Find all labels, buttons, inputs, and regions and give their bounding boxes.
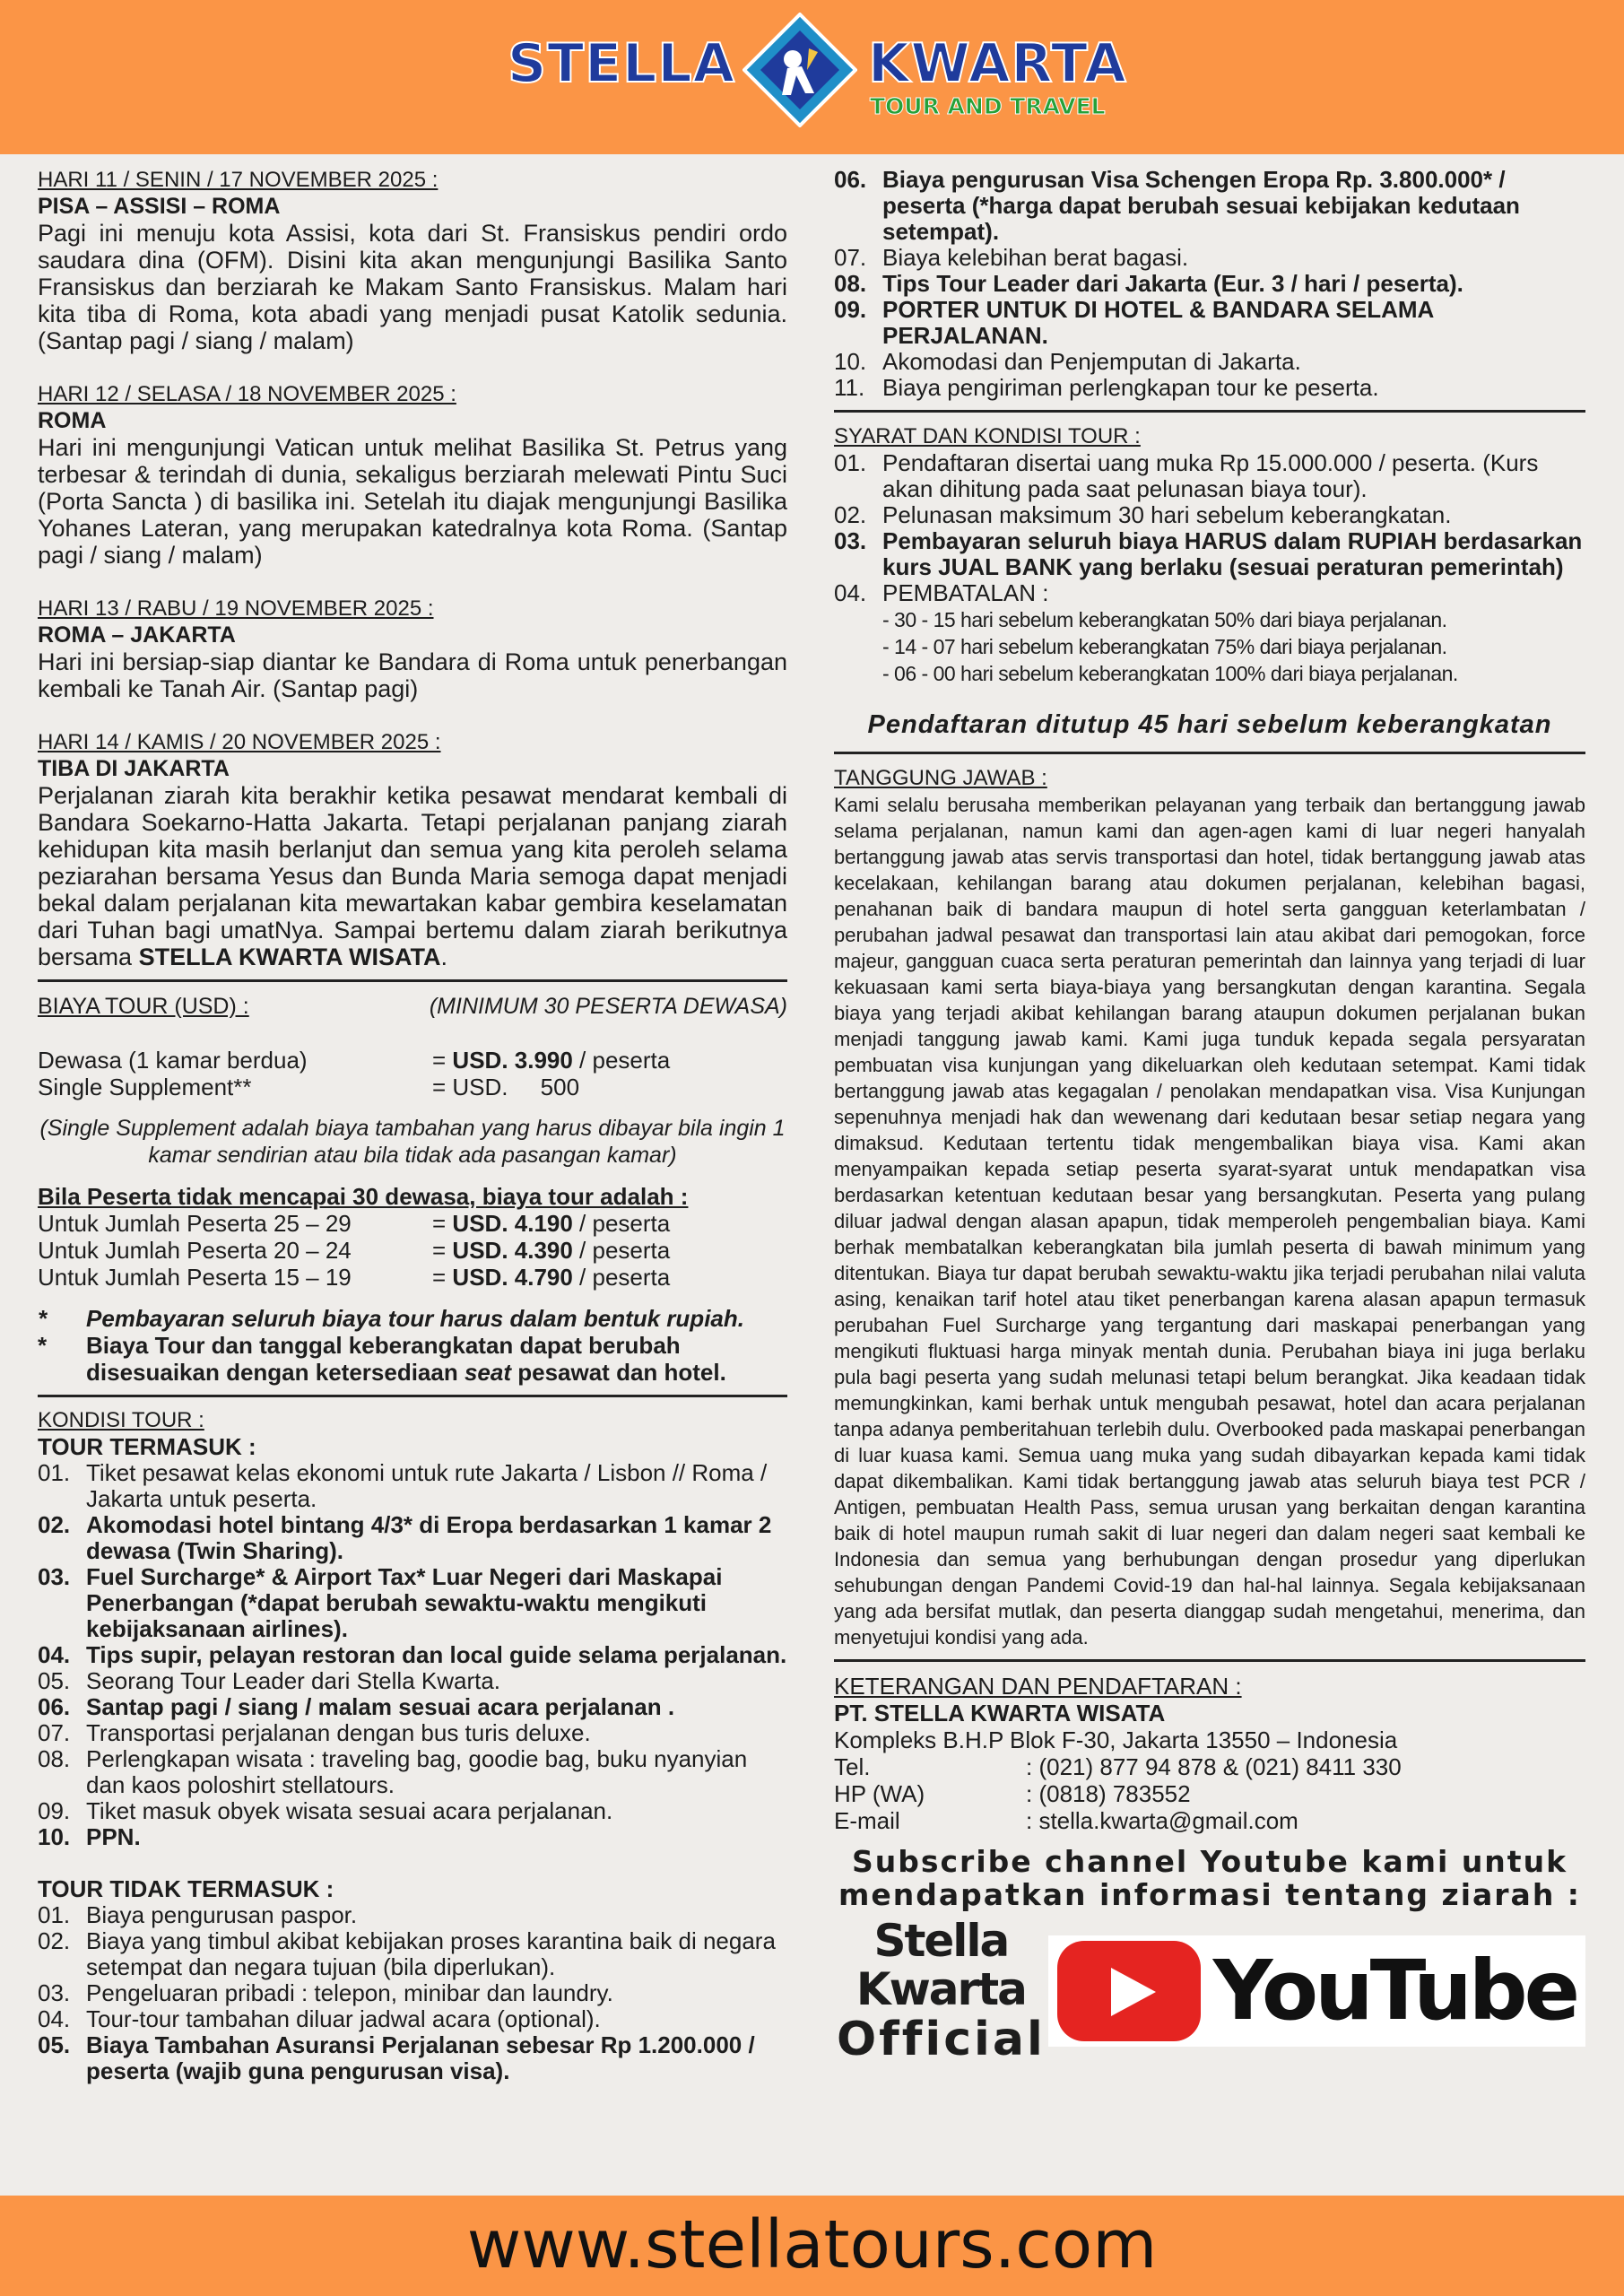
- company-name: PT. STELLA KWARTA WISATA: [834, 1700, 1166, 1726]
- list-text: Tiket pesawat kelas ekonomi untuk rute Jakarta / Lisbon // Roma / Jakarta untuk peserta.: [86, 1459, 768, 1512]
- list-item: [38, 1720, 787, 1746]
- day-heading: HARI 12 / SELASA / 18 NOVEMBER 2025 :: [38, 382, 456, 406]
- list-item: [834, 245, 1585, 271]
- list-item: [38, 1746, 787, 1798]
- payment-note: * Pembayaran seluruh biaya tour harus dalam bentuk rupiah.: [38, 1305, 744, 1332]
- small-group-heading: Bila Peserta tidak mencapai 30 dewasa, biaya tour adalah :: [38, 1183, 689, 1210]
- list-text: Pendaftaran disertai uang muka Rp 15.000.000 / peserta. (Kurs akan dihitung pada saat pelunasan biaya tour).: [882, 449, 1539, 502]
- list-text: Pembayaran seluruh biaya HARUS dalam RUPIAH berdasarkan kurs JUAL BANK yang berlaku (sesuai peraturan pemerintah): [882, 527, 1583, 580]
- list-text: Perlengkapan wisata : traveling bag, goodie bag, buku nyanyian dan kaos poloshirt stellatours.: [86, 1745, 748, 1798]
- list-number: 07.: [38, 1719, 71, 1746]
- responsibility-heading: TANGGUNG JAWAB :: [834, 766, 1047, 790]
- day-title: TIBA DI JAKARTA: [38, 756, 230, 781]
- list-number: 10.: [834, 348, 867, 375]
- subscribe-prompt: Subscribe channel Youtube kami untuk mendapatkan informasi tentang ziarah :: [838, 1844, 1582, 1912]
- youtube-wordmark: YouTube: [1212, 1943, 1576, 2039]
- list-text: Transportasi perjalanan dengan bus turis deluxe.: [86, 1719, 591, 1746]
- cancellation-list: [834, 606, 1585, 687]
- list-number: 01.: [834, 449, 867, 476]
- list-text: Akomodasi dan Penjemputan di Jakarta.: [882, 348, 1301, 375]
- list-item: [38, 1460, 787, 1512]
- list-text: Santap pagi / siang / malam sesuai acara perjalanan .: [86, 1693, 675, 1720]
- excluded-list-continued: [834, 167, 1585, 401]
- list-number: 04.: [834, 579, 867, 606]
- day-heading: HARI 14 / KAMIS / 20 NOVEMBER 2025 :: [38, 730, 441, 754]
- list-item: [834, 450, 1585, 502]
- schedule-note: * Biaya Tour dan tanggal keberangkatan dapat berubah disesuaikan dengan ketersediaan seat pesawat dan hotel.: [38, 1332, 726, 1386]
- day-text: Perjalanan ziarah kita berakhir ketika pesawat mendarat kembali di Bandara Soekarno-Hatta Jakarta. Tetapi perjalanan panjang ziarah kehidupan kita masih berlanjut dan semua yang kita peroleh selama peziarahan bersama Yesus dan Bunda Maria semoga dapat menjadi bekal dalam perjalanan kita mewartakan kabar gembira keselamatan dari Tuhan bagi umatNya. Sampai bertemu dalam ziarah berikutnya bersama STELLA KWARTA WISATA.: [38, 782, 787, 970]
- cancellation-item: - 14 - 07 hari sebelum keberangkatan 75% dari biaya perjalanan.: [882, 635, 1447, 658]
- excluded-title: TOUR TIDAK TERMASUK :: [38, 1875, 334, 1902]
- website-link[interactable]: www.stellatours.com: [466, 2206, 1158, 2283]
- conditions-section: [38, 1408, 787, 2084]
- single-supplement-note: (Single Supplement adalah biaya tambahan yang harus dibayar bila ingin 1 kamar sendirian atau bila tidak ada pasangan kamar): [39, 1116, 786, 1168]
- list-number: 03.: [38, 1979, 71, 2006]
- cancellation-item: - 06 - 00 hari sebelum keberangkatan 100% dari biaya perjalanan.: [882, 662, 1458, 685]
- footer-banner: [0, 2196, 1624, 2296]
- day-text: Pagi ini menuju kota Assisi, kota dari St. Fransiskus pendiri ordo saudara dina (OFM). Disini kita akan mengunjungi Basilika Santo Fransiskus dan berziarah ke Makam Santo Fransiskus. Malam hari kita tiba di Roma, kota abadi yang menjadi pusat Katolik sedunia. (Santap pagi / siang / malam): [38, 220, 787, 354]
- company-emblem-icon: [743, 13, 857, 127]
- list-item: [834, 167, 1585, 245]
- registration-closing-note: Pendaftaran ditutup 45 hari sebelum keberangkatan: [867, 710, 1552, 739]
- price-row-adult: Dewasa (1 kamar berdua) = USD. 3.990 / peserta: [38, 1047, 671, 1074]
- terms-heading: SYARAT DAN KONDISI TOUR :: [834, 424, 1141, 448]
- list-number: 04.: [38, 1641, 71, 1668]
- list-text: Tips Tour Leader dari Jakarta (Eur. 3 / hari / peserta).: [882, 270, 1463, 297]
- logo-tagline: TOUR AND TRAVEL: [870, 93, 1106, 119]
- header-banner: [0, 0, 1624, 154]
- terms-section: [834, 423, 1585, 687]
- day-text: Hari ini bersiap-siap diantar ke Bandara di Roma untuk penerbangan kembali ke Tanah Air. (Santap pagi): [38, 648, 787, 702]
- list-item: [38, 1980, 787, 2006]
- list-number: 10.: [38, 1823, 71, 1850]
- list-number: 02.: [834, 501, 867, 528]
- list-item: [38, 1512, 787, 1564]
- list-item: [38, 2032, 787, 2084]
- day-text: Hari ini mengunjungi Vatican untuk melihat Basilika St. Petrus yang terbesar & terindah di dunia, sekaligus berziarah melewati Pintu Suci (Porta Sancta ) di basilika ini. Setelah itu diajak mengunjungi Basilika Yohanes Lateran, yang merupakan katedralnya kota Roma. (Santap pagi / siang / malam): [38, 434, 787, 569]
- divider: [38, 1395, 787, 1397]
- list-number: 02.: [38, 1927, 71, 1954]
- list-text: Biaya yang timbul akibat kebijakan proses karantina baik di negara setempat dan negara tujuan (bila diperlukan).: [86, 1927, 776, 1980]
- list-item: [38, 1902, 787, 1928]
- responsibility-section: [834, 765, 1585, 1650]
- list-number: 09.: [38, 1797, 71, 1824]
- list-item: [834, 271, 1585, 297]
- day-title: ROMA – JAKARTA: [38, 622, 236, 648]
- divider: [834, 410, 1585, 413]
- list-number: 07.: [834, 244, 867, 271]
- price-heading: BIAYA TOUR (USD) :: [38, 994, 249, 1019]
- hp-row: HP (WA) : (0818) 783552: [834, 1780, 1191, 1807]
- list-number: 03.: [38, 1563, 71, 1590]
- itinerary-day-12: [38, 381, 787, 569]
- price-value: USD. 3.990: [452, 1047, 573, 1074]
- list-item: [834, 297, 1585, 349]
- list-item: [834, 502, 1585, 528]
- channel-name: Stella Kwarta Official: [836, 1915, 1046, 2066]
- right-column: [834, 167, 1585, 2066]
- logo-text-stella: STELLA: [508, 32, 736, 95]
- youtube-banner[interactable]: [834, 1917, 1585, 2066]
- list-number: 03.: [834, 527, 867, 554]
- day-title: ROMA: [38, 408, 107, 433]
- list-text: Tips supir, pelayan restoran dan local guide selama perjalanan.: [86, 1641, 787, 1668]
- divider: [834, 1659, 1585, 1662]
- list-number: 01.: [38, 1901, 71, 1928]
- itinerary-day-13: [38, 596, 787, 702]
- list-item: [38, 1928, 787, 1980]
- list-number: 08.: [38, 1745, 71, 1772]
- list-item: [834, 375, 1585, 401]
- list-text: PPN.: [86, 1823, 141, 1850]
- company-name-inline: STELLA KWARTA WISATA: [138, 944, 441, 970]
- list-item: [38, 1668, 787, 1694]
- contact-heading: KETERANGAN DAN PENDAFTARAN :: [834, 1673, 1242, 1700]
- list-text: Biaya pengurusan Visa Schengen Eropa Rp. 3.800.000* / peserta (*harga dapat berubah sesuai kebijakan kedutaan setempat).: [882, 166, 1520, 245]
- list-text: Pelunasan maksimum 30 hari sebelum keberangkatan.: [882, 501, 1452, 528]
- list-text: Seorang Tour Leader dari Stella Kwarta.: [86, 1667, 501, 1694]
- list-text: Biaya kelebihan berat bagasi.: [882, 244, 1189, 271]
- list-text: Biaya pengurusan paspor.: [86, 1901, 358, 1928]
- list-number: 06.: [834, 166, 867, 193]
- price-minimum: (MINIMUM 30 PESERTA DEWASA): [429, 994, 787, 1019]
- list-item: [834, 349, 1585, 375]
- terms-list: [834, 450, 1585, 606]
- list-item: [38, 1564, 787, 1642]
- list-text: PORTER UNTUK DI HOTEL & BANDARA SELAMA PERJALANAN.: [882, 296, 1434, 349]
- itinerary-day-14: [38, 729, 787, 970]
- list-number: 09.: [834, 296, 867, 323]
- conditions-heading: KONDISI TOUR :: [38, 1408, 204, 1432]
- youtube-play-icon: [1057, 1941, 1201, 2041]
- divider: [834, 752, 1585, 754]
- list-item: [38, 2006, 787, 2032]
- day-heading: HARI 11 / SENIN / 17 NOVEMBER 2025 :: [38, 168, 439, 192]
- included-list: [38, 1460, 787, 1850]
- youtube-logo[interactable]: [1048, 1935, 1585, 2047]
- list-number: 01.: [38, 1459, 71, 1486]
- list-item: [38, 1694, 787, 1720]
- list-text: Biaya pengiriman perlengkapan tour ke peserta.: [882, 374, 1379, 401]
- list-number: 05.: [38, 1667, 71, 1694]
- list-number: 08.: [834, 270, 867, 297]
- price-row-group: Untuk Jumlah Peserta 15 – 19 = USD. 4.790 / peserta: [38, 1264, 671, 1291]
- list-text: Akomodasi hotel bintang 4/3* di Eropa berdasarkan 1 kamar 2 dewasa (Twin Sharing).: [86, 1511, 772, 1564]
- price-value: = USD. 500: [432, 1074, 580, 1100]
- price-row-group: Untuk Jumlah Peserta 20 – 24 = USD. 4.390 / peserta: [38, 1237, 671, 1264]
- divider: [38, 979, 787, 982]
- list-text: Pengeluaran pribadi : telepon, minibar dan laundry.: [86, 1979, 613, 2006]
- list-item: [834, 580, 1585, 606]
- day-title: PISA – ASSISI – ROMA: [38, 194, 281, 219]
- price-row-single: Single Supplement** = USD. 500: [38, 1074, 580, 1100]
- address: Kompleks B.H.P Blok F-30, Jakarta 13550 – Indonesia: [834, 1726, 1398, 1753]
- contact-section: [834, 1673, 1585, 1834]
- list-number: 02.: [38, 1511, 71, 1538]
- list-number: 05.: [38, 2031, 71, 2058]
- tel-row: Tel. : (021) 877 94 878 & (021) 8411 330: [834, 1753, 1402, 1780]
- list-number: 06.: [38, 1693, 71, 1720]
- list-number: 11.: [834, 374, 865, 401]
- itinerary-day-11: [38, 167, 787, 354]
- email-row[interactable]: E-mail : stella.kwarta@gmail.com: [834, 1807, 1298, 1834]
- price-section: [38, 993, 787, 1386]
- included-title: TOUR TERMASUK :: [38, 1433, 256, 1460]
- list-item: [38, 1798, 787, 1824]
- list-text: Biaya Tambahan Asuransi Perjalanan sebesar Rp 1.200.000 / peserta (wajib guna pengurusan visa).: [86, 2031, 755, 2084]
- list-number: 04.: [38, 2005, 71, 2032]
- day-heading: HARI 13 / RABU / 19 NOVEMBER 2025 :: [38, 596, 434, 621]
- list-text: Tour-tour tambahan diluar jadwal acara (optional).: [86, 2005, 601, 2032]
- list-item: [834, 528, 1585, 580]
- left-column: [38, 167, 787, 2084]
- excluded-list: [38, 1902, 787, 2084]
- responsibility-text: Kami selalu berusaha memberikan pelayanan yang terbaik dan bertanggung jawab selama perjalanan, namun kami dan agen-agen kami di luar negeri hanyalah bertanggung jawab atas servis transportasi dan hotel, tidak bertanggung jawab atas kecelakaan, kehilangan barang atau dokumen perjalanan, kelebihan bagasi, penahanan baik di bandara maupun di hotel serta gangguan keterlambatan / perubahan jadwal pesawat dan transportasi lain atau akibat dari pemogokan, force majeur, gangguan cuaca serta peraturan pemerintah dan lainnya yang terjadi di luar kekuasaan kami serta biaya-biaya yang bersangkutan dengan karantina. Segala biaya yang terjadi akibat kehilangan barang ataupun dokumen perjalanan bukan menjadi tanggung jawab kami. Kami juga tunduk kepada segala persyaratan pembuatan visa kunjungan yang dikeluarkan oleh kedutaan setempat. Kami tidak bertanggung jawab atas kegagalan / penolakan mendapatkan visa. Visa Kunjungan sepenuhnya menjadi hak dan wewenang dari kedutaan besar setiap negara yang dimaksud. Kedutaan tertentu tidak mengembalikan biaya visa. Kami akan menyampaikan kepada setiap peserta syarat-syarat untuk mendapatkan visa berdasarkan ketentuan kedutaan besar yang bersangkutan. Peserta yang pulang diluar jadwal dengan alasan apapun, tidak memperoleh pengembalian biaya. Kami berhak membatalkan keberangkatan bila jumlah peserta di bawah minimum yang ditentukan. Biaya tur dapat berubah sewaktu-waktu jika terjadi perubahan nilai valuta asing, kenaikan tarif hotel atau tiket penerbangan karena alasan apapun termasuk perubahan Fuel Surcharge yang tergantung dari maskapai penerbangan yang mengikuti fluktuasi harga minyak mentah dunia. Perubahan biaya ini juga berlaku pula bagi peserta yang sudah melunasi tetapi belum berangkat. Jika keadaan tidak memungkinkan, kami berhak untuk mengubah pesawat, hotel dan acara perjalanan tanpa adanya pemberitahuan terlebih dulu. Overbooked pada maskapai penerbangan di luar kuasa kami. Semua uang muka yang sudah dibayarkan kepada kami tidak dapat dikembalikan. Kami tidak bertanggung jawab atas seluruh biaya test PCR / Antigen, pembuatan Health Pass, semua urusan yang berkaitan dengan karantina baik di hotel maupun rumah sakit di luar negeri dan dalam negeri saat kembali ke Indonesia dan semua yang berhubungan dengan prosedur yang diperlukan sehubungan dengan Pandemi Covid-19 dan hal-hal lainnya. Segala kebijaksanaan yang ada bersifat mutlak, dan peserta dianggap sudah mengetahui, menerima, dan menyetujui kondisi yang ada.: [834, 794, 1585, 1648]
- list-text: PEMBATALAN :: [882, 579, 1049, 606]
- cancellation-item: - 30 - 15 hari sebelum keberangkatan 50% dari biaya perjalanan.: [882, 608, 1447, 631]
- list-item: [38, 1824, 787, 1850]
- price-row-group: Untuk Jumlah Peserta 25 – 29 = USD. 4.190 / peserta: [38, 1210, 671, 1237]
- list-text: Tiket masuk obyek wisata sesuai acara perjalanan.: [86, 1797, 613, 1824]
- list-text: Fuel Surcharge* & Airport Tax* Luar Negeri dari Maskapai Penerbangan (*dapat berubah sewaktu-waktu mengikuti kebijaksanaan airlines).: [86, 1563, 723, 1642]
- logo-text-kwarta: KWARTA: [868, 32, 1127, 95]
- list-item: [38, 1642, 787, 1668]
